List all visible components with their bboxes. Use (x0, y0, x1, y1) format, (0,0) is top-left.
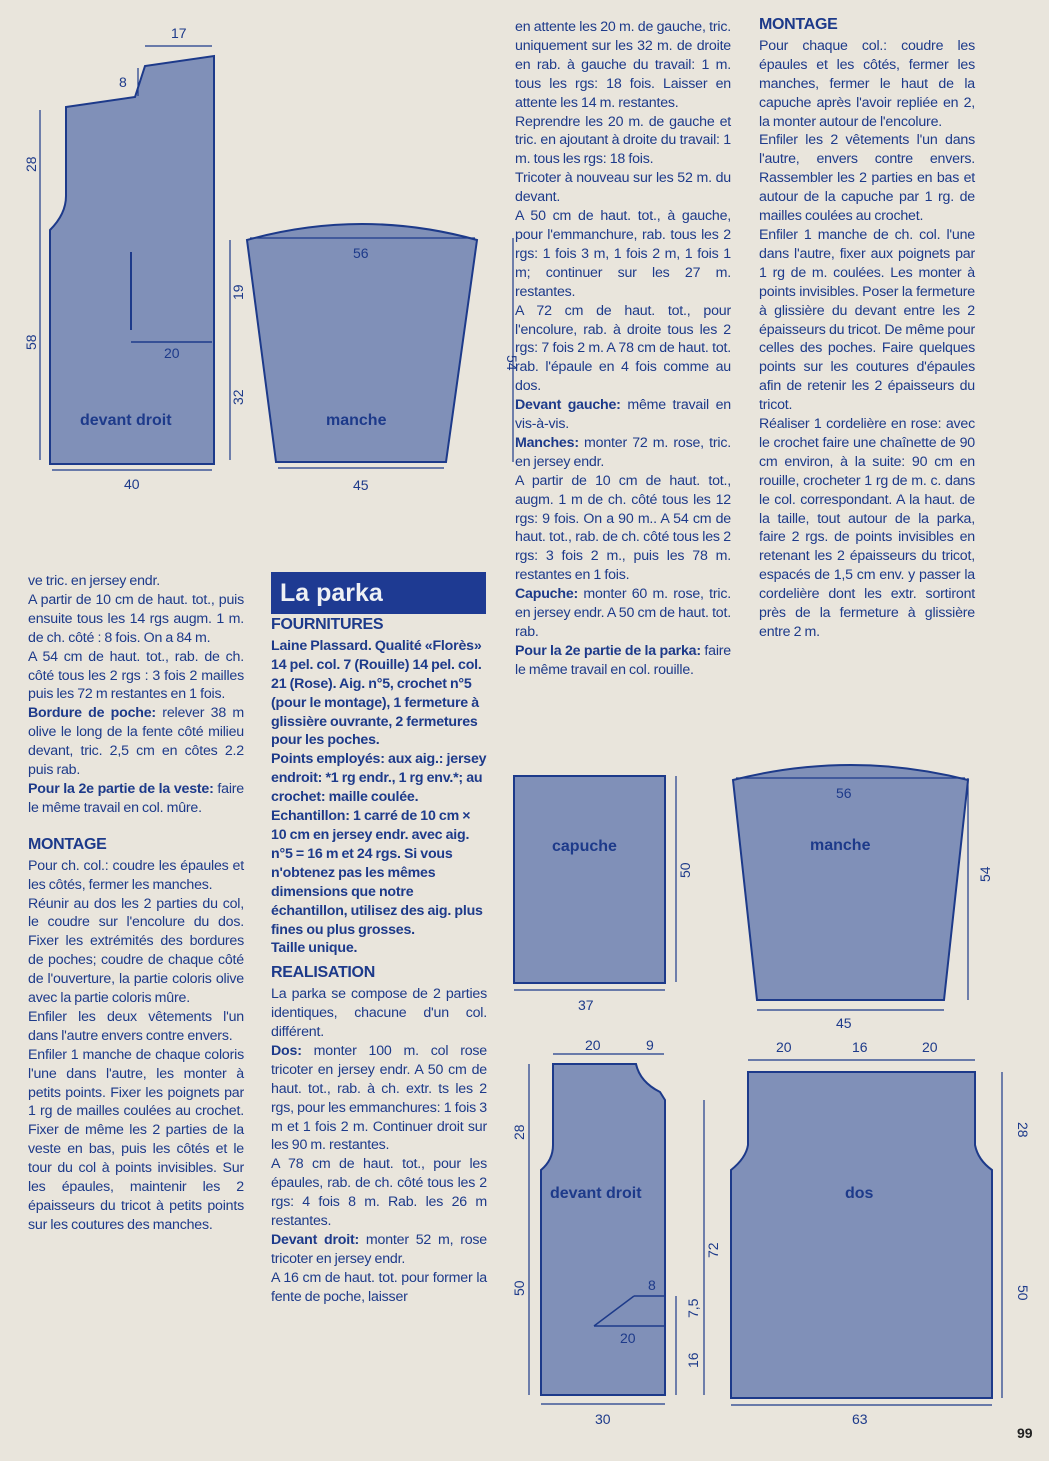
paragraph: A 78 cm de haut. tot., pour les épaules, rab. de ch. côté tous les 2 rgs: 4 fois 8 m. Rab. les 26 m restantes. (271, 1156, 487, 1230)
paragraph: A 54 cm de haut. tot., rab. de ch. côté tous les 2 rgs : 3 fois 2 mailles puis les 72 m restantes en 1 fois. (28, 648, 244, 703)
text: relever 38 m olive le long de la fente côté milieu devant, tric. 2,5 cm en côtes 2.2 puis rab. (28, 705, 244, 779)
piece-name: manche (810, 837, 871, 854)
paragraph: Echantillon: 1 carré de 10 cm × 10 cm en jersey endr. avec aig. n°5 = 16 m et 24 rgs. Si vous n'obtenez pas les mêmes dimensions que notre échantillon, utilisez des aig. plus fines ou plus grosses. (271, 808, 483, 938)
article-title: La parka (271, 572, 486, 614)
dim-28: 28 (1015, 1122, 1031, 1138)
dim-63: 63 (852, 1411, 868, 1427)
paragraph: Reprendre les 20 m. de gauche et tric. en ajoutant à droite du travail: 1 m. tous les rgs: 18 fois. (515, 113, 731, 168)
dim-40: 40 (124, 476, 140, 492)
piece-name: dos (845, 1185, 874, 1202)
diagram-manche-top (230, 224, 520, 493)
piece-name: manche (326, 412, 387, 429)
paragraph: A 50 cm de haut. tot., à gauche, pour l'emmanchure, rab. tous les 2 rgs: 1 fois 3 m, 1 fois 2 m, 1 fois 1 m; continuer sur les 27 m. restantes. (515, 208, 731, 300)
paragraph: en attente les 20 m. de gauche, tric. uniquement sur les 32 m. de droite en rab. à gauche du travail: 1 m. tous les rgs: 18 fois. Laisser en attente les 14 m. restantes. (515, 19, 731, 111)
paragraph (271, 1231, 487, 1269)
paragraph: Enfiler 1 manche de chaque coloris l'une dans l'autre, les monter à petits points. Fixer les poignets par 1 rg de mailles coulées au crochet. Fixer de même les 2 parties de la veste en bas, puis les côtés et le tour du col à points invisibles. Sur les épaules, maintenir les 2 épaisseurs du tricot à petits points sur les coutures des manches. (28, 1046, 244, 1233)
paragraph: A 16 cm de haut. tot. pour former la fente de poche, laisser (271, 1269, 487, 1305)
paragraph: Pour chaque col.: coudre les épaules et les côtés, fermer les manches, fermer le haut de la capuche après l'avoir repliée en 2, la monter autour de l'encolure. (759, 37, 975, 130)
dim-50: 50 (511, 1280, 527, 1296)
section-heading: REALISATION (271, 964, 375, 982)
piece-name: capuche (552, 838, 617, 855)
diagram-dos (731, 1039, 1031, 1427)
paragraph: Enfiler 1 manche de ch. col. l'une dans l'autre, fixer aux poignets par 1 rg de m. coulées. Les monter à points invisibles. Poser la fermeture à glissière du devant entre les 2 épaisseurs du tricot. De même pour celles des poches. Faire quelques points sur les coutures d'épaules afin de retenir les 2 épaisseurs du tricot. (759, 226, 975, 414)
piece-name: devant droit (80, 412, 172, 429)
paragraph (28, 780, 244, 818)
column-1 (28, 572, 244, 1235)
heading-inline: Pour la 2e partie de la veste: (28, 780, 214, 797)
heading-inline: Manches: (515, 434, 579, 451)
dim-45: 45 (353, 477, 369, 493)
paragraph: Pour ch. col.: coudre les épaules et les côtés, fermer les manches. (28, 857, 244, 893)
dim-9: 9 (646, 1037, 654, 1053)
heading-inline: Pour la 2e partie de la parka: (515, 642, 701, 659)
text: faire le même travail en col. mûre. (28, 780, 245, 816)
dim-58: 58 (23, 334, 39, 350)
paragraph: Laine Plassard. Qualité «Florès» 14 pel. col. 7 (Rouille) 14 pel. col. 21 (Rose). Aig. n°5, crochet n°5 (pour le montage), 1 fermeture à glissière ouvrante, 2 fermetures pour les poches. (271, 637, 482, 749)
paragraph: A partir de 10 cm de haut. tot., puis ensuite tous les 14 rgs augm. 1 m. de ch. côté : 8 fois. On a 84 m. (28, 591, 244, 646)
dim-32: 32 (230, 389, 246, 405)
paragraph: Enfiler les 2 vêtements l'un dans l'autre, envers contre envers. Rassembler les 2 parties en bas et autour de la capuche par 1 rg. de mailles coulées au crochet. (759, 132, 975, 225)
paragraph: ve tric. en jersey endr. (28, 573, 160, 589)
dim-16: 16 (852, 1039, 868, 1055)
heading-inline: Dos: (271, 1042, 302, 1059)
dim-20: 20 (585, 1037, 601, 1053)
text: monter 52 m, rose tricoter en jersey endr. (271, 1232, 487, 1267)
paragraph: Réunir au dos les 2 parties du col, le coudre sur l'encolure du dos. Fixer les extrémités des bordures de poches; coudre de chaque côté de l'ouverture, la partie coloris olive avec la partie coloris mûre. (28, 895, 244, 1007)
dim-28: 28 (23, 156, 39, 172)
dim-8: 8 (648, 1277, 656, 1293)
dim-72: 72 (705, 1242, 721, 1258)
column-3 (515, 18, 731, 680)
text: monter 60 m. rose, tric. en jersey endr. A 50 cm de haut. tot. rab. (515, 586, 731, 640)
dim-28: 28 (511, 1124, 527, 1140)
text: monter 72 m. rose, tric. en jersey endr. (515, 434, 731, 470)
diagram-devant-droit-bottom (511, 1037, 721, 1427)
dim-20: 20 (164, 345, 180, 361)
dim-8: 8 (119, 74, 127, 90)
paragraph (515, 642, 731, 680)
dim-20a: 20 (776, 1039, 792, 1055)
diagram-devant-droit-top (23, 25, 214, 492)
paragraph (515, 585, 731, 642)
paragraph: A partir de 10 cm de haut. tot., augm. 1 m de ch. côté tous les 12 rgs: 9 fois. On a 90 m.. A 54 cm de haut. tot., rab. de ch. côté tous les 2 rgs: 3 fois 2 m., puis les 78 m. restantes en 1 fois. (515, 472, 731, 584)
dim-19: 19 (230, 284, 246, 300)
dim-20b: 20 (922, 1039, 938, 1055)
section-heading: MONTAGE (28, 835, 107, 853)
paragraph (271, 1042, 487, 1155)
page-number: 99 (1017, 1425, 1033, 1441)
paragraph: Taille unique. (271, 940, 358, 957)
dim-56: 56 (353, 245, 369, 261)
column-2 (271, 616, 487, 1307)
paragraph: Points employés: aux aig.: jersey endroit: *1 rg endr., 1 rg env.*; au crochet: maille coulée. (271, 751, 487, 806)
dim-17: 17 (171, 25, 187, 41)
section-heading: MONTAGE (759, 16, 838, 33)
dim-54: 54 (504, 355, 520, 371)
section-heading: FOURNITURES (271, 616, 384, 633)
dim-50: 50 (1015, 1285, 1031, 1301)
dim-16: 16 (685, 1352, 701, 1368)
paragraph: Enfiler les deux vêtements l'un dans l'autre envers contre envers. (28, 1008, 244, 1044)
heading-inline: Bordure de poche: (28, 705, 156, 722)
column-4 (759, 16, 975, 642)
paragraph: A 72 cm de haut. tot., pour l'encolure, rab. à droite tous les 2 rgs: 7 fois 2 m. A 78 cm de haut. tot. rab. l'épaule en 4 fois comme au dos. (515, 302, 731, 395)
dim-56: 56 (836, 785, 852, 801)
text: même travail en vis-à-vis. (515, 397, 731, 433)
dim-50: 50 (677, 862, 693, 878)
heading-inline: Devant droit: (271, 1232, 360, 1248)
paragraph: La parka se compose de 2 parties identiques, chacune d'un col. différent. (271, 986, 487, 1041)
paragraph (515, 396, 731, 434)
dim-20b: 20 (620, 1330, 636, 1346)
paragraph: Tricoter à nouveau sur les 52 m. du devant. (515, 170, 731, 206)
heading-inline: Capuche: (515, 586, 579, 603)
paragraph (515, 434, 731, 472)
heading-inline: Devant gauche: (515, 397, 621, 414)
diagram-capuche (514, 776, 693, 1013)
text: monter 100 m. col rose tricoter en jersey endr. A 50 cm de haut. tot., rab. à ch. extr. ts les 2 rgs, pour les emmanchures: 1 fois 3 m et 1 fois 2 m. Continuer droit sur les 90 m. restantes. (271, 1042, 487, 1154)
paragraph: Réaliser 1 cordelière en rose: avec le crochet faire une chaînette de 90 cm environ, à la suite: 90 cm en rouille, crocheter 1 rg de m. c. dans le col. correspondant. A la haut. de la taille, tout autour de la parka, faire 2 rgs. de points invisibles en retenant les 2 épaisseurs du tricot, espacés de 1,5 cm env. y passer la cordelière dont les extr. sortiront près de la fermeture à glissière entre 2 m. (759, 416, 975, 640)
dim-45: 45 (836, 1015, 852, 1031)
dim-37: 37 (578, 997, 594, 1013)
piece-name: devant droit (550, 1185, 642, 1202)
dim-30: 30 (595, 1411, 611, 1427)
diagram-manche-bottom (733, 765, 993, 1031)
text: faire le même travail en col. rouille. (515, 642, 731, 678)
dim-7-5: 7,5 (685, 1298, 701, 1318)
dim-54: 54 (977, 866, 993, 882)
paragraph (28, 704, 244, 780)
